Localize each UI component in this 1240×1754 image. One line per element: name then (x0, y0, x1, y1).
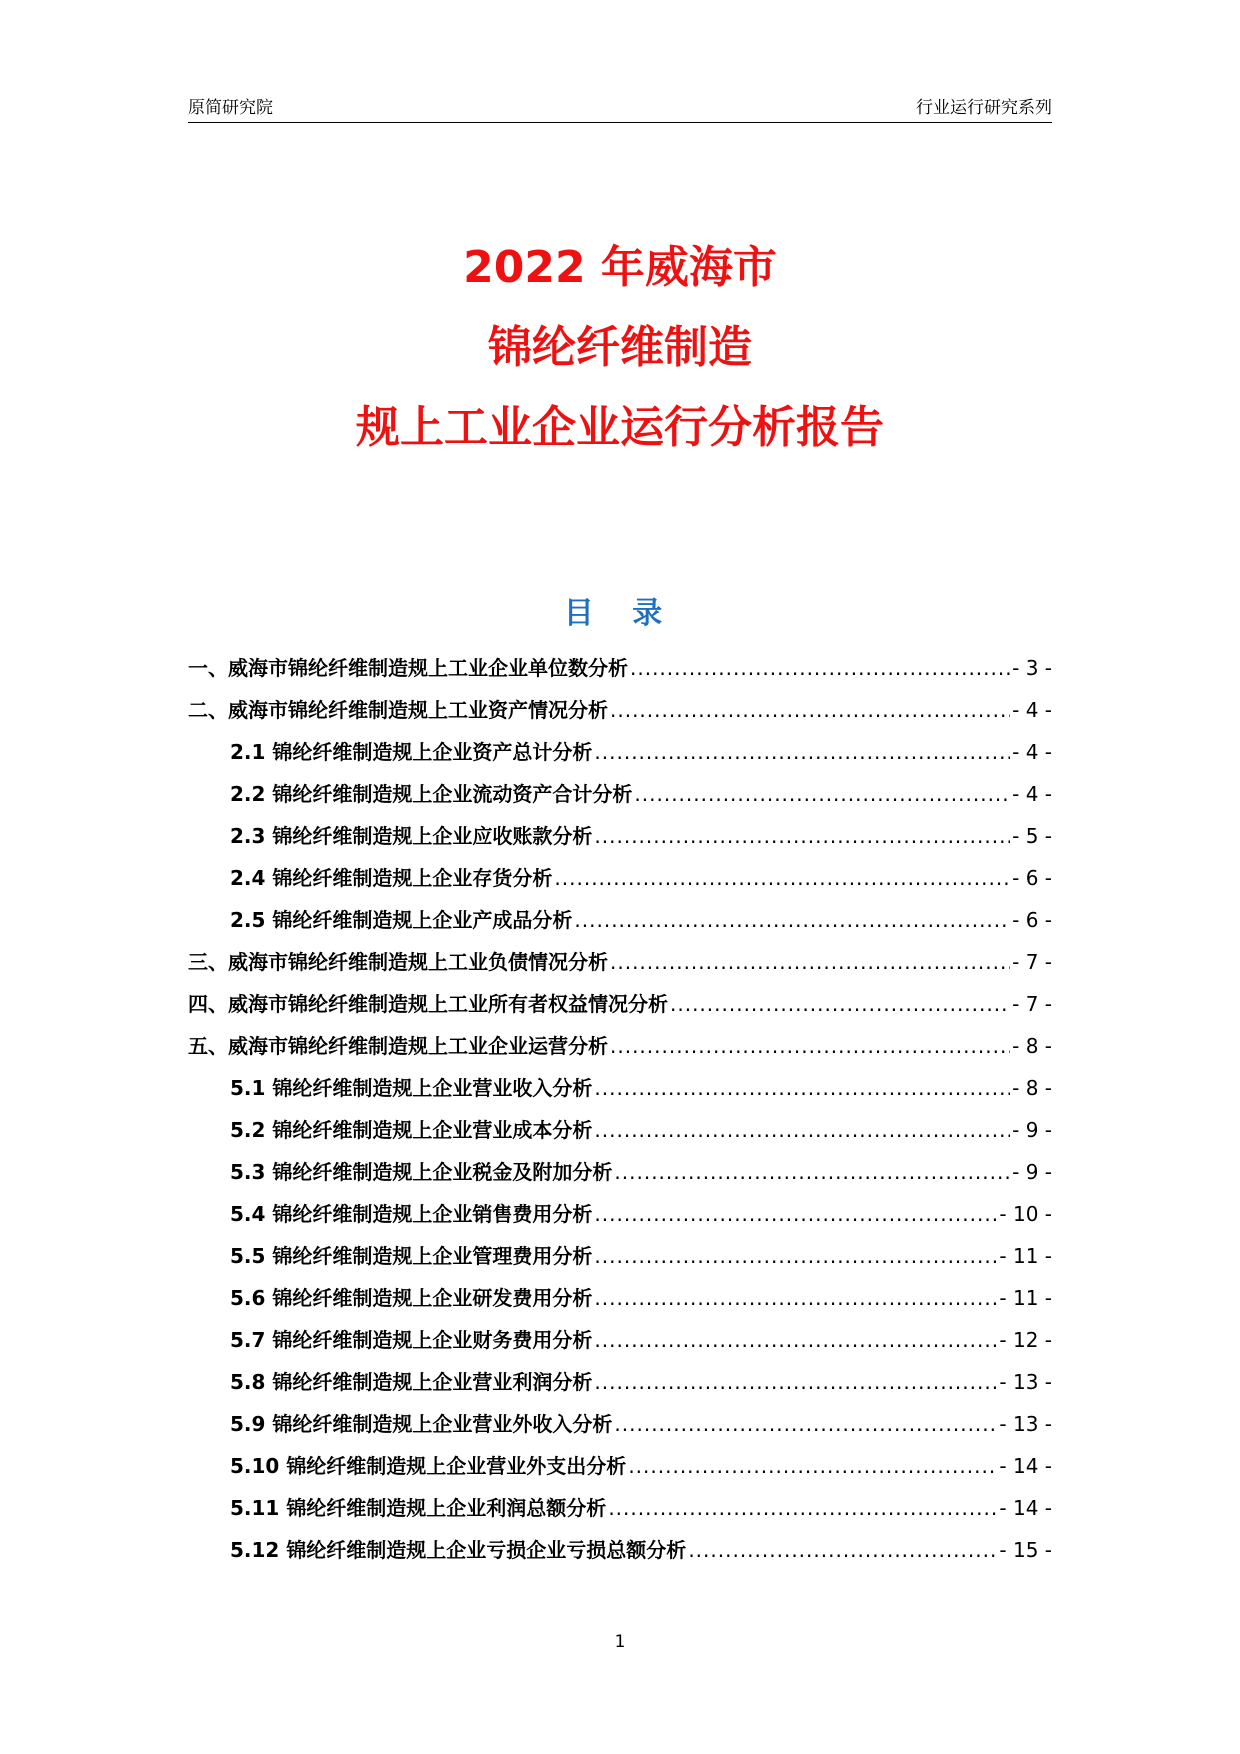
toc-leader-dots (594, 740, 1010, 764)
toc-leader-dots (688, 1538, 997, 1562)
toc-entry-page: - 4 - (1012, 740, 1052, 764)
toc-entry[interactable] (188, 652, 1052, 694)
toc-leader-dots (594, 1202, 997, 1226)
toc-entry-page: - 6 - (1012, 908, 1052, 932)
toc-entry-page: - 7 - (1012, 992, 1052, 1016)
toc-entry-page: - 9 - (1012, 1160, 1052, 1184)
toc-entry[interactable] (188, 988, 1052, 1030)
toc-leader-dots (610, 1034, 1010, 1058)
toc-entry[interactable] (188, 820, 1052, 862)
toc-entry-title: 锦纶纤维制造规上企业流动资产合计分析 (272, 782, 633, 806)
toc-entry-page: - 8 - (1012, 1034, 1052, 1058)
toc-entry-page: - 10 - (999, 1202, 1052, 1226)
toc-entry-number: 5.7 (230, 1328, 273, 1352)
toc-leader-dots (594, 1286, 997, 1310)
toc-entry[interactable] (188, 778, 1052, 820)
toc-entry-title: 锦纶纤维制造规上企业税金及附加分析 (272, 1160, 613, 1184)
toc-entry-title: 锦纶纤维制造规上企业销售费用分析 (272, 1202, 593, 1226)
toc-entry-title: 锦纶纤维制造规上企业亏损企业亏损总额分析 (286, 1538, 687, 1562)
toc-entry-page: - 11 - (999, 1244, 1052, 1268)
toc-leader-dots (610, 698, 1010, 722)
toc-entry-number: 5.12 (230, 1538, 287, 1562)
toc-entry-title: 锦纶纤维制造规上企业营业收入分析 (272, 1076, 593, 1100)
toc-entry[interactable] (188, 694, 1052, 736)
title-line-3: 规上工业企业运行分析报告 (356, 402, 884, 453)
toc-leader-dots (554, 866, 1010, 890)
toc-entry-page: - 7 - (1012, 950, 1052, 974)
toc-entry[interactable] (188, 1030, 1052, 1072)
toc-entry[interactable] (188, 1492, 1052, 1534)
toc-leader-dots (614, 1412, 997, 1436)
toc-leader-dots (670, 992, 1010, 1016)
toc-entry-title: 锦纶纤维制造规上企业财务费用分析 (272, 1328, 593, 1352)
toc-entry-page: - 6 - (1012, 866, 1052, 890)
toc-entry[interactable] (188, 1534, 1052, 1576)
toc-entry-number: 5.9 (230, 1412, 273, 1436)
toc-entry-title: 四、威海市锦纶纤维制造规上工业所有者权益情况分析 (188, 992, 668, 1016)
toc-leader-dots (594, 1328, 997, 1352)
toc-leader-dots (628, 1454, 997, 1478)
header-right-series: 行业运行研究系列 (916, 98, 1052, 118)
toc-entry-page: - 4 - (1012, 782, 1052, 806)
toc-entry-title: 锦纶纤维制造规上企业利润总额分析 (286, 1496, 607, 1520)
document-title (0, 228, 1240, 468)
toc-entry-page: - 8 - (1012, 1076, 1052, 1100)
toc-entry-page: - 3 - (1012, 656, 1052, 680)
toc-entry-page: - 4 - (1012, 698, 1052, 722)
toc-entry-number: 5.8 (230, 1370, 273, 1394)
toc-entry-number: 5.1 (230, 1076, 273, 1100)
toc-entry[interactable] (188, 1366, 1052, 1408)
toc-leader-dots (574, 908, 1010, 932)
toc-entry-number: 2.4 (230, 866, 273, 890)
title-line-2: 锦纶纤维制造 (488, 322, 752, 373)
toc-entry-title: 锦纶纤维制造规上企业应收账款分析 (272, 824, 593, 848)
toc-entry-title: 锦纶纤维制造规上企业营业成本分析 (272, 1118, 593, 1142)
toc-entry-page: - 15 - (999, 1538, 1052, 1562)
toc-entry-title: 锦纶纤维制造规上企业营业外支出分析 (286, 1454, 627, 1478)
toc-entry[interactable] (188, 1198, 1052, 1240)
toc-leader-dots (614, 1160, 1010, 1184)
toc-leader-dots (608, 1496, 997, 1520)
toc-leader-dots (594, 1370, 997, 1394)
toc-entry-number: 5.3 (230, 1160, 273, 1184)
toc-entry-page: - 5 - (1012, 824, 1052, 848)
toc-entry[interactable] (188, 1072, 1052, 1114)
toc-leader-dots (610, 950, 1010, 974)
toc-entry[interactable] (188, 1324, 1052, 1366)
toc-entry-title: 五、威海市锦纶纤维制造规上工业企业运营分析 (188, 1034, 608, 1058)
title-line-1: 2022 年威海市 (463, 242, 777, 293)
toc-leader-dots (594, 824, 1010, 848)
toc-entry-title: 锦纶纤维制造规上企业营业利润分析 (272, 1370, 593, 1394)
page-number: 1 (614, 1632, 626, 1652)
toc-entry-title: 二、威海市锦纶纤维制造规上工业资产情况分析 (188, 698, 608, 722)
toc-entry-number: 2.1 (230, 740, 273, 764)
toc-entry-page: - 14 - (999, 1454, 1052, 1478)
toc-entry[interactable] (188, 1114, 1052, 1156)
toc-entry-number: 5.11 (230, 1496, 287, 1520)
toc-entry-page: - 9 - (1012, 1118, 1052, 1142)
toc-entry-title: 锦纶纤维制造规上企业产成品分析 (272, 908, 573, 932)
toc-entry-title: 锦纶纤维制造规上企业资产总计分析 (272, 740, 593, 764)
toc-entry[interactable] (188, 862, 1052, 904)
toc-entry-page: - 13 - (999, 1370, 1052, 1394)
toc-entry-page: - 12 - (999, 1328, 1052, 1352)
toc-entry-title: 锦纶纤维制造规上企业研发费用分析 (272, 1286, 593, 1310)
toc-leader-dots (630, 656, 1010, 680)
toc-entry-page: - 13 - (999, 1412, 1052, 1436)
page-header (188, 88, 1052, 123)
header-left-org: 原简研究院 (188, 98, 273, 118)
toc-entry-page: - 14 - (999, 1496, 1052, 1520)
toc-entry-number: 5.5 (230, 1244, 273, 1268)
toc-leader-dots (594, 1076, 1010, 1100)
toc-entry-number: 5.4 (230, 1202, 273, 1226)
toc-entry-number: 5.6 (230, 1286, 273, 1310)
toc-entry-title: 三、威海市锦纶纤维制造规上工业负债情况分析 (188, 950, 608, 974)
toc-entry-number: 2.3 (230, 824, 273, 848)
toc-entry[interactable] (188, 1240, 1052, 1282)
toc-leader-dots (594, 1244, 997, 1268)
table-of-contents (188, 652, 1052, 1576)
toc-entry[interactable] (188, 1450, 1052, 1492)
toc-entry[interactable] (188, 1282, 1052, 1324)
toc-entry-number: 5.10 (230, 1454, 287, 1478)
toc-entry-title: 一、威海市锦纶纤维制造规上工业企业单位数分析 (188, 656, 628, 680)
toc-entry-title: 锦纶纤维制造规上企业管理费用分析 (272, 1244, 593, 1268)
toc-entry-title: 锦纶纤维制造规上企业存货分析 (272, 866, 553, 890)
toc-leader-dots (634, 782, 1010, 806)
toc-entry[interactable] (188, 946, 1052, 988)
toc-entry-title: 锦纶纤维制造规上企业营业外收入分析 (272, 1412, 613, 1436)
toc-entry[interactable] (188, 736, 1052, 778)
toc-entry[interactable] (188, 1408, 1052, 1450)
toc-entry-number: 5.2 (230, 1118, 273, 1142)
toc-entry-page: - 11 - (999, 1286, 1052, 1310)
toc-entry[interactable] (188, 1156, 1052, 1198)
toc-entry-number: 2.2 (230, 782, 273, 806)
toc-heading: 目 录 (563, 596, 677, 631)
toc-leader-dots (594, 1118, 1010, 1142)
toc-entry[interactable] (188, 904, 1052, 946)
toc-entry-number: 2.5 (230, 908, 273, 932)
